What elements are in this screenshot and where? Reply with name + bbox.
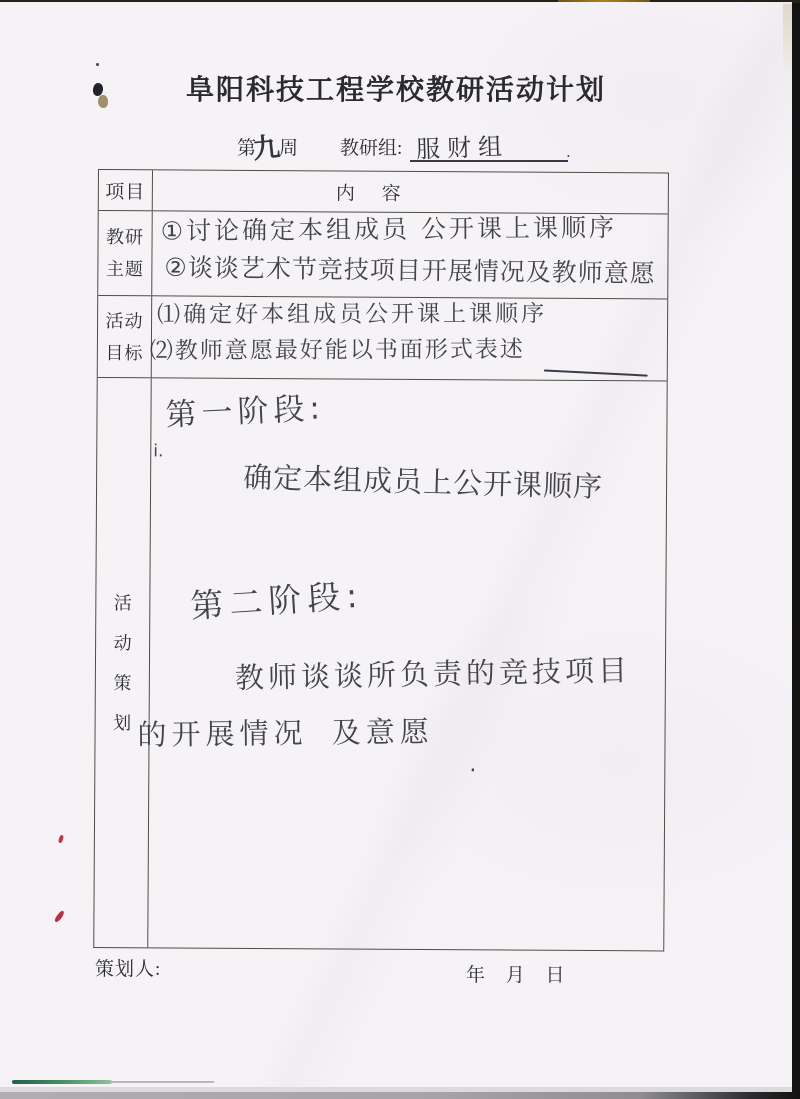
theme-label-line1: 教研 xyxy=(106,227,145,248)
stage1-small-mark: i. xyxy=(153,441,164,462)
group-field-label: 教研组: xyxy=(340,138,403,159)
header-item-label: 项目 xyxy=(105,181,146,203)
goal-handwritten-line1: ⑴确定好本组成员公开课上课顺序 xyxy=(157,301,548,329)
document-title: 阜阳科技工程学校教研活动计划 xyxy=(185,75,606,106)
plan-label-cell xyxy=(94,378,151,947)
plan-label-char-1: 活 xyxy=(113,592,132,613)
theme-label-line2: 主题 xyxy=(105,259,144,280)
theme-row xyxy=(98,211,668,299)
date-field-label: 年 月 日 xyxy=(466,965,565,986)
theme-handwritten-line1: ①讨论确定本组成员 公开课上课顺序 xyxy=(160,212,618,246)
plan-label-char-2: 动 xyxy=(113,632,132,653)
stage2-text-line1-handwritten: 教师谈谈所负责的竞技项目 xyxy=(234,653,632,696)
goal-row xyxy=(98,296,667,381)
green-pen-streak xyxy=(12,1080,112,1084)
theme-content-cell xyxy=(152,211,668,298)
red-ink-speck-1 xyxy=(58,835,64,844)
plan-content-cell xyxy=(137,378,666,950)
stage1-heading-handwritten: 第一阶段: xyxy=(164,390,326,434)
week-prefix-label: 第 xyxy=(237,138,257,159)
stage2-heading-handwritten: 第二阶段: xyxy=(189,575,365,626)
table-header-row xyxy=(99,170,668,214)
week-suffix-label: 周 xyxy=(279,138,299,159)
plan-label-char-3: 策 xyxy=(113,672,132,693)
theme-label-cell xyxy=(98,211,153,295)
plan-row xyxy=(94,378,666,950)
goal-content-cell xyxy=(149,296,667,380)
plan-form-table xyxy=(93,169,669,951)
goal-label-line2: 目标 xyxy=(105,342,144,363)
group-name-handwritten: 服财组 xyxy=(415,132,510,164)
group-fill-in-line xyxy=(410,132,571,164)
subtitle-row xyxy=(237,128,571,166)
stage2-text-line2-handwritten: 的开展情况 及意愿 xyxy=(137,714,434,752)
goal-label-line1: 活动 xyxy=(105,310,144,331)
planner-field-label: 策划人: xyxy=(95,959,162,980)
header-content-label: 内 容 xyxy=(335,182,401,205)
scanned-paper-sheet xyxy=(0,2,792,1087)
stage2-period-mark: . xyxy=(469,752,477,778)
gray-pen-streak xyxy=(110,1081,214,1083)
theme-handwritten-line2: ②谈谈艺术节竞技项目开展情况及教师意愿 xyxy=(164,252,656,289)
goal-handwritten-line2: ⑵教师意愿最好能以书面形式表述 xyxy=(149,336,525,365)
stage1-text-handwritten: 确定本组成员上公开课顺序 xyxy=(242,460,604,504)
goal-label-cell xyxy=(98,296,152,377)
header-content-cell xyxy=(153,170,668,213)
goal-handwritten-underline xyxy=(544,369,648,376)
plan-label-char-4: 划 xyxy=(113,712,132,733)
ink-speck-small xyxy=(96,63,99,66)
week-number-handwritten: 九 xyxy=(251,131,282,166)
red-ink-speck-2 xyxy=(54,910,66,923)
paper-edge-highlight xyxy=(783,4,792,74)
group-name-period: . xyxy=(566,144,571,161)
scanner-edge-bottom xyxy=(0,1092,800,1099)
